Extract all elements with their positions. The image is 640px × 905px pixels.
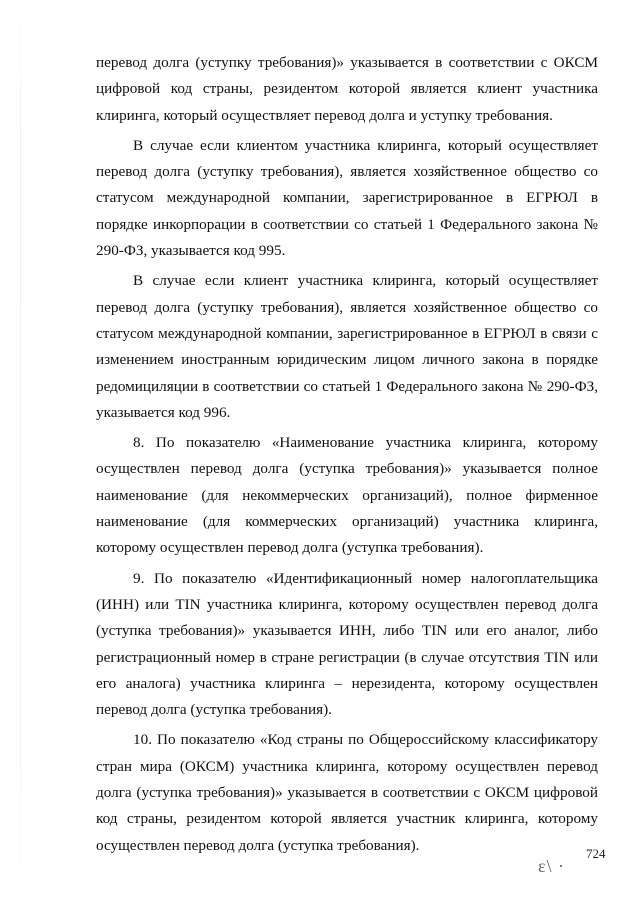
page-number: 724: [586, 846, 606, 861]
paragraph-code-995: В случае если клиентом участника клиринга, который осуществляет перевод долга (уступку требования), является хозяйственное общество со статусом международной компании, зарегистрированное в ЕГРЮЛ в порядке инкорпорации в соответствии со статьей 1 Федерального закона № 290-ФЗ, указывается код 995.: [96, 136, 598, 260]
paragraph-item-9: 9. По показателю «Идентификационный номер налогоплательщика (ИНН) или TIN участника клиринга, которому осуществлен перевод долга (уступка требования)» указывается ИНН, либо TIN или его аналог, либо регистрационный номер в стране регистрации (в случае отсутствия TIN или его аналога) участника клиринга – нерезидента, которому осуществлен перевод долга (уступка требования).: [96, 569, 598, 719]
scan-edge-shadow: [20, 0, 21, 905]
paragraph-item-8: 8. По показателю «Наименование участника клиринга, которому осуществлен перевод долга (уступка требования)» указывается полное наименование (для некоммерческих организаций), полное фирменное наименование (для коммерческих организаций) участника клиринга, которому осуществлен перевод долга (уступка требования).: [96, 434, 598, 557]
paragraph-continuation: перевод долга (уступку требования)» указывается в соответствии с ОКСМ цифровой код страны, резидентом которой является клиент участника клиринга, который осуществляет перевод долга и уступку требования.: [96, 54, 598, 124]
handwritten-page-mark: ε\ ·: [538, 856, 566, 876]
paragraph-code-996: В случае если клиент участника клиринга, который осуществляет перевод долга (уступку требования), является хозяйственное общество со статусом международной компании, зарегистрированное в ЕГРЮЛ в связи с изменением иностранным юридическим лицом личного закона в порядке редомициляции в соответствии со статьей 1 Федерального закона № 290-ФЗ, указывается код 996.: [96, 272, 598, 421]
paragraph-item-10: 10. По показателю «Код страны по Общероссийскому классификатору стран мира (ОКСМ) участника клиринга, которому осуществлен перевод долга (уступка требования)» указывается в соответствии с ОКСМ цифровой код страны, резидентом которой является участник клиринга, которому осуществлен перевод долга (уступка требования).: [96, 731, 598, 854]
document-body: [96, 50, 598, 863]
